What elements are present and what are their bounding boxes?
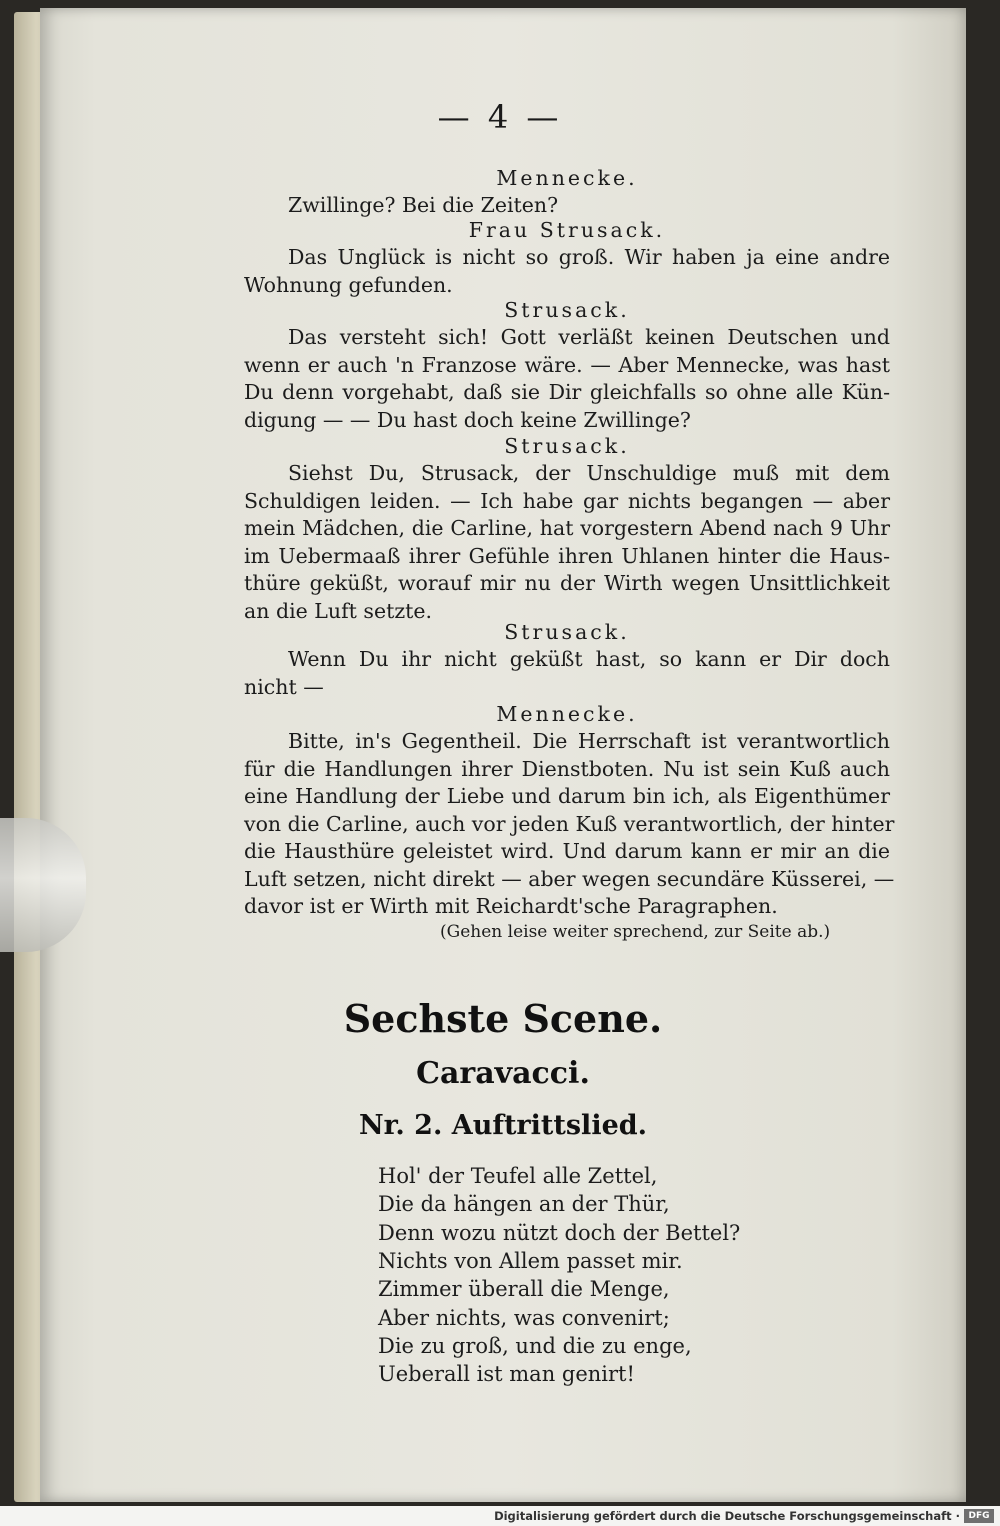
stage-direction: (Gehen leise weiter sprechend, zur Seite ab.) [440,922,831,942]
dialogue-line: Wenn Du ihr nicht geküßt hast, so kann er Dir doch [288,647,890,671]
speaker-name: Frau Strusack. [468,218,666,242]
dialogue-line: Luft setzen, nicht direkt — aber wegen secundäre Küsserei, — [244,866,895,891]
speaker-name: Mennecke. [496,702,638,726]
song-line: Ueberall ist man genirt! [378,1362,635,1387]
dialogue-line: Wohnung gefunden. [244,272,453,297]
dialogue-line: thüre geküßt, worauf mir nu der Wirth wegen Unsittlichkeit [244,571,890,595]
dialogue-line: Zwillinge? Bei die Zeiten? [288,193,559,217]
page-number: — 4 — [437,98,563,136]
dialogue-line: wenn er auch 'n Franzose wäre. — Aber Mennecke, was hast [244,352,890,377]
song-line: Zimmer überall die Menge, [378,1277,670,1302]
dialogue-line: davor ist er Wirth mit Reichardt'sche Paragraphen. [244,894,778,918]
speaker-name: Strusack. [504,620,630,644]
footer-bar [0,1506,1000,1526]
dialogue-line: die Hausthüre geleistet wird. Und darum kann er mir an die [244,839,890,863]
song-line: Die da hängen an der Thür, [378,1192,670,1217]
dialogue-line: Das Unglück is nicht so groß. Wir haben ja eine andre [288,245,890,269]
dialogue-line: nicht — [244,674,324,699]
scene-title: Sechste Scene. [343,996,663,1041]
dialogue-line: von die Carline, auch vor jeden Kuß verantwortlich, der hinter [244,811,895,836]
song-line: Denn wozu nützt doch der Bettel? [378,1220,741,1245]
song-line: Nichts von Allem passet mir. [378,1248,683,1273]
dialogue-line: im Uebermaaß ihrer Gefühle ihren Uhlanen hinter die Haus- [244,543,890,568]
speaker-name: Mennecke. [496,166,638,190]
dialogue-line: eine Handlung der Liebe und darum bin ich, als Eigenthümer [244,784,890,808]
dialogue-line: für die Handlungen ihrer Dienstboten. Nu ist sein Kuß auch [244,756,890,781]
dfg-logo: DFG [964,1509,994,1523]
dialogue-line: Schuldigen leiden. — Ich habe gar nichts begangen — aber [244,488,890,513]
speaker-name: Strusack. [504,298,630,322]
song-line: Die zu groß, und die zu enge, [378,1333,692,1358]
dialogue-line: Du denn vorgehabt, daß sie Dir gleichfalls so ohne alle Kün- [244,380,890,404]
character-name: Caravacci. [416,1056,590,1091]
dialogue-line: an die Luft setzte. [244,598,433,623]
dialogue-line: Siehst Du, Strusack, der Unschuldige muß mit dem [288,461,890,485]
song-line: Hol' der Teufel alle Zettel, [378,1164,658,1188]
footer-credit: Digitalisierung gefördert durch die Deutsche Forschungsgemeinschaft · [494,1509,960,1523]
dialogue-line: digung — — Du hast doch keine Zwillinge? [244,407,691,432]
dialogue-line: mein Mädchen, die Carline, hat vorgestern Abend nach 9 Uhr [244,516,890,540]
dialogue-line: Bitte, in's Gegentheil. Die Herrschaft ist verantwortlich [288,729,890,753]
speaker-name: Strusack. [504,434,630,458]
song-line: Aber nichts, was convenirt; [378,1305,670,1330]
song-title: Nr. 2. Auftrittslied. [358,1110,648,1141]
dialogue-line: Das versteht sich! Gott verläßt keinen Deutschen und [288,325,890,349]
